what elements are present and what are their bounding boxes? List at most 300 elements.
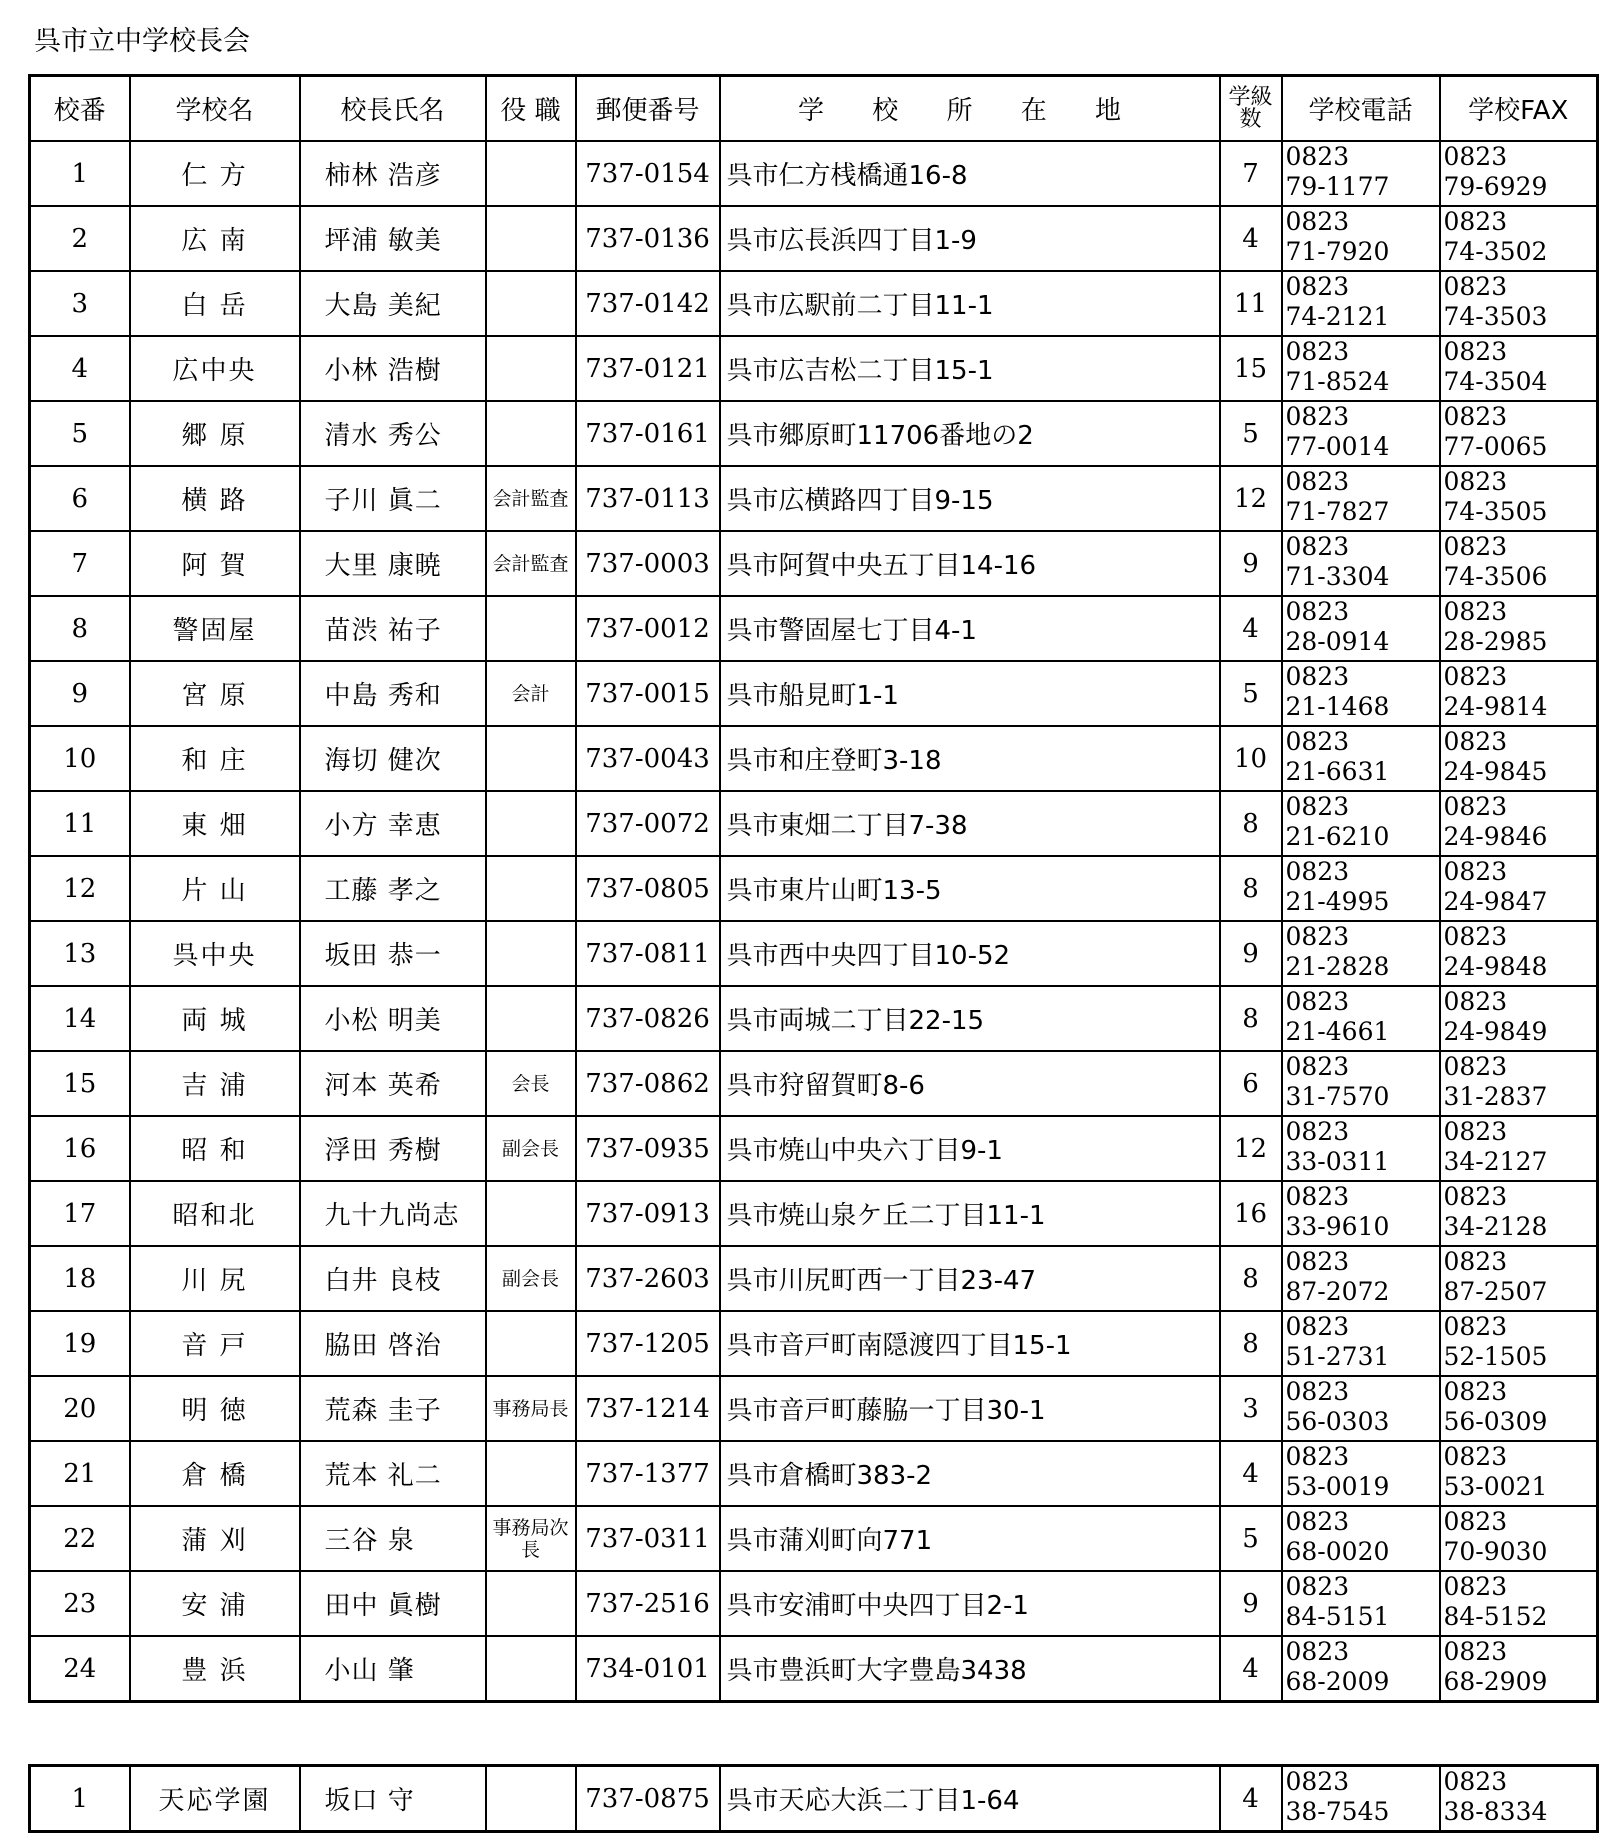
school-fax-area-code: 0823 xyxy=(1443,1637,1508,1666)
school-tel-number: 53-0019 xyxy=(1285,1472,1390,1501)
school-tel-area-code: 0823 xyxy=(1285,727,1350,756)
role xyxy=(486,791,576,856)
school-fax-number: 74-3506 xyxy=(1443,562,1548,591)
class-count: 9 xyxy=(1220,1571,1282,1636)
postal-code: 737-0805 xyxy=(576,856,720,921)
school-number: 2 xyxy=(30,206,130,271)
school-fax-number: 70-9030 xyxy=(1443,1537,1548,1566)
postal-code: 737-1377 xyxy=(576,1441,720,1506)
school-fax-area-code: 0823 xyxy=(1443,597,1508,626)
header-fax: 学校FAX xyxy=(1440,76,1598,142)
school-tel xyxy=(1282,596,1440,661)
school-number: 12 xyxy=(30,856,130,921)
principal-name: 浮田 秀樹 xyxy=(300,1116,486,1181)
postal-code: 734-0101 xyxy=(576,1636,720,1702)
school-fax-area-code: 0823 xyxy=(1443,727,1508,756)
school-number: 16 xyxy=(30,1116,130,1181)
school-tel-area-code: 0823 xyxy=(1285,1572,1350,1601)
school-number: 1 xyxy=(30,141,130,206)
school-fax-area-code: 0823 xyxy=(1443,142,1508,171)
table-header-row xyxy=(30,76,1598,142)
role xyxy=(486,1571,576,1636)
address: 呉市焼山中央六丁目9-1 xyxy=(720,1116,1220,1181)
school-fax xyxy=(1440,271,1598,336)
school-fax-area-code: 0823 xyxy=(1443,1767,1508,1796)
school-fax-area-code: 0823 xyxy=(1443,662,1508,691)
school-name: 明 徳 xyxy=(130,1376,300,1441)
school-fax-area-code: 0823 xyxy=(1443,1507,1508,1536)
postal-code: 737-0136 xyxy=(576,206,720,271)
school-tel-area-code: 0823 xyxy=(1285,1247,1350,1276)
school-name: 両 城 xyxy=(130,986,300,1051)
principal-name: 河本 英希 xyxy=(300,1051,486,1116)
class-count: 4 xyxy=(1220,1441,1282,1506)
role xyxy=(486,1181,576,1246)
school-tel-number: 38-7545 xyxy=(1285,1797,1390,1826)
school-tel xyxy=(1282,1571,1440,1636)
class-count: 10 xyxy=(1220,726,1282,791)
school-fax-area-code: 0823 xyxy=(1443,1247,1508,1276)
role xyxy=(486,726,576,791)
school-fax-area-code: 0823 xyxy=(1443,272,1508,301)
school-fax-area-code: 0823 xyxy=(1443,987,1508,1016)
school-name: 警固屋 xyxy=(130,596,300,661)
principal-name: 荒本 礼二 xyxy=(300,1441,486,1506)
school-tel xyxy=(1282,1181,1440,1246)
address: 呉市郷原町11706番地の2 xyxy=(720,401,1220,466)
table-row xyxy=(30,1441,1598,1506)
principal-name: 田中 眞樹 xyxy=(300,1571,486,1636)
table-row xyxy=(30,271,1598,336)
postal-code: 737-0015 xyxy=(576,661,720,726)
school-name: 川 尻 xyxy=(130,1246,300,1311)
school-tel-number: 33-0311 xyxy=(1285,1147,1390,1176)
class-count: 16 xyxy=(1220,1181,1282,1246)
school-tel-number: 87-2072 xyxy=(1285,1277,1390,1306)
school-fax-number: 79-6929 xyxy=(1443,172,1548,201)
postal-code: 737-0142 xyxy=(576,271,720,336)
school-name: 豊 浜 xyxy=(130,1636,300,1702)
school-name: 呉中央 xyxy=(130,921,300,986)
principal-name: 坂口 守 xyxy=(300,1766,486,1832)
address: 呉市東片山町13-5 xyxy=(720,856,1220,921)
postal-code: 737-0862 xyxy=(576,1051,720,1116)
class-count: 11 xyxy=(1220,271,1282,336)
school-tel-area-code: 0823 xyxy=(1285,272,1350,301)
role: 会計監査 xyxy=(486,531,576,596)
role xyxy=(486,1636,576,1702)
address: 呉市豊浜町大字豊島3438 xyxy=(720,1636,1220,1702)
postal-code: 737-0072 xyxy=(576,791,720,856)
school-tel-number: 74-2121 xyxy=(1285,302,1390,331)
school-name: 蒲 刈 xyxy=(130,1506,300,1571)
school-tel-area-code: 0823 xyxy=(1285,337,1350,366)
table-row xyxy=(30,661,1598,726)
school-tel xyxy=(1282,986,1440,1051)
school-fax-area-code: 0823 xyxy=(1443,532,1508,561)
role xyxy=(486,1766,576,1832)
principal-name: 三谷 泉 xyxy=(300,1506,486,1571)
principal-name: 白井 良枝 xyxy=(300,1246,486,1311)
address: 呉市川尻町西一丁目23-47 xyxy=(720,1246,1220,1311)
postal-code: 737-1214 xyxy=(576,1376,720,1441)
class-count: 6 xyxy=(1220,1051,1282,1116)
address: 呉市阿賀中央五丁目14-16 xyxy=(720,531,1220,596)
school-fax-number: 68-2909 xyxy=(1443,1667,1548,1696)
school-fax-number: 24-9814 xyxy=(1443,692,1548,721)
school-tel xyxy=(1282,1311,1440,1376)
school-number: 8 xyxy=(30,596,130,661)
school-tel-number: 21-4661 xyxy=(1285,1017,1390,1046)
table-row xyxy=(30,986,1598,1051)
school-fax-number: 53-0021 xyxy=(1443,1472,1548,1501)
school-fax-number: 28-2985 xyxy=(1443,627,1548,656)
school-number: 5 xyxy=(30,401,130,466)
school-number: 13 xyxy=(30,921,130,986)
school-number: 15 xyxy=(30,1051,130,1116)
class-count: 8 xyxy=(1220,791,1282,856)
header-role: 役 職 xyxy=(486,76,576,142)
school-tel-number: 33-9610 xyxy=(1285,1212,1390,1241)
school-tel-area-code: 0823 xyxy=(1285,532,1350,561)
school-number: 7 xyxy=(30,531,130,596)
address: 呉市焼山泉ケ丘二丁目11-1 xyxy=(720,1181,1220,1246)
class-count: 3 xyxy=(1220,1376,1282,1441)
address: 呉市狩留賀町8-6 xyxy=(720,1051,1220,1116)
school-tel xyxy=(1282,531,1440,596)
school-name: 白 岳 xyxy=(130,271,300,336)
address: 呉市蒲刈町向771 xyxy=(720,1506,1220,1571)
header-school: 学校名 xyxy=(130,76,300,142)
school-name: 横 路 xyxy=(130,466,300,531)
school-name: 宮 原 xyxy=(130,661,300,726)
school-number: 11 xyxy=(30,791,130,856)
postal-code: 737-2603 xyxy=(576,1246,720,1311)
postal-code: 737-0012 xyxy=(576,596,720,661)
school-fax-number: 24-9846 xyxy=(1443,822,1548,851)
school-tel-area-code: 0823 xyxy=(1285,1182,1350,1211)
school-fax-area-code: 0823 xyxy=(1443,792,1508,821)
header-postal: 郵便番号 xyxy=(576,76,720,142)
school-number: 22 xyxy=(30,1506,130,1571)
school-fax xyxy=(1440,1116,1598,1181)
school-tel-area-code: 0823 xyxy=(1285,1052,1350,1081)
school-tel-area-code: 0823 xyxy=(1285,467,1350,496)
principal-name: 小林 浩樹 xyxy=(300,336,486,401)
class-count: 8 xyxy=(1220,1311,1282,1376)
school-tel-area-code: 0823 xyxy=(1285,922,1350,951)
table-row xyxy=(30,856,1598,921)
school-tel xyxy=(1282,141,1440,206)
principal-name: 九十九尚志 xyxy=(300,1181,486,1246)
postal-code: 737-1205 xyxy=(576,1311,720,1376)
table-row xyxy=(30,791,1598,856)
role xyxy=(486,1441,576,1506)
school-fax-number: 84-5152 xyxy=(1443,1602,1548,1631)
role: 会計監査 xyxy=(486,466,576,531)
postal-code: 737-0935 xyxy=(576,1116,720,1181)
school-tel-area-code: 0823 xyxy=(1285,662,1350,691)
role xyxy=(486,921,576,986)
school-number: 17 xyxy=(30,1181,130,1246)
principal-name: 清水 秀公 xyxy=(300,401,486,466)
school-fax-area-code: 0823 xyxy=(1443,1052,1508,1081)
table-row xyxy=(30,1311,1598,1376)
class-count: 12 xyxy=(1220,1116,1282,1181)
school-name: 広中央 xyxy=(130,336,300,401)
school-fax-number: 31-2837 xyxy=(1443,1082,1548,1111)
school-name: 昭和北 xyxy=(130,1181,300,1246)
role xyxy=(486,141,576,206)
school-fax xyxy=(1440,1766,1598,1832)
school-number: 14 xyxy=(30,986,130,1051)
principal-name: 坂田 恭一 xyxy=(300,921,486,986)
school-fax xyxy=(1440,1311,1598,1376)
table-row xyxy=(30,1376,1598,1441)
table-row xyxy=(30,336,1598,401)
role: 事務局次長 xyxy=(486,1506,576,1571)
school-tel xyxy=(1282,1766,1440,1832)
principal-name: 脇田 啓治 xyxy=(300,1311,486,1376)
address: 呉市西中央四丁目10-52 xyxy=(720,921,1220,986)
school-fax-area-code: 0823 xyxy=(1443,402,1508,431)
address: 呉市音戸町南隠渡四丁目15-1 xyxy=(720,1311,1220,1376)
role: 会長 xyxy=(486,1051,576,1116)
school-tel xyxy=(1282,1441,1440,1506)
school-tel-number: 56-0303 xyxy=(1285,1407,1390,1436)
school-fax-area-code: 0823 xyxy=(1443,1182,1508,1211)
table-row xyxy=(30,1506,1598,1571)
school-fax-area-code: 0823 xyxy=(1443,207,1508,236)
school-name: 東 畑 xyxy=(130,791,300,856)
school-tel-area-code: 0823 xyxy=(1285,1117,1350,1146)
principal-name: 小松 明美 xyxy=(300,986,486,1051)
school-fax xyxy=(1440,986,1598,1051)
school-tel-number: 68-0020 xyxy=(1285,1537,1390,1566)
school-tel-area-code: 0823 xyxy=(1285,792,1350,821)
school-tel xyxy=(1282,336,1440,401)
school-number: 4 xyxy=(30,336,130,401)
school-number: 6 xyxy=(30,466,130,531)
address: 呉市和庄登町3-18 xyxy=(720,726,1220,791)
address: 呉市音戸町藤脇一丁目30-1 xyxy=(720,1376,1220,1441)
address: 呉市天応大浜二丁目1-64 xyxy=(720,1766,1220,1832)
principal-name: 小山 肇 xyxy=(300,1636,486,1702)
postal-code: 737-0811 xyxy=(576,921,720,986)
page-title: 呉市立中学校長会 xyxy=(34,26,250,57)
postal-code: 737-2516 xyxy=(576,1571,720,1636)
address: 呉市警固屋七丁目4-1 xyxy=(720,596,1220,661)
school-number: 19 xyxy=(30,1311,130,1376)
school-fax xyxy=(1440,661,1598,726)
principal-name: 大島 美紀 xyxy=(300,271,486,336)
school-tel-area-code: 0823 xyxy=(1285,1637,1350,1666)
school-fax-area-code: 0823 xyxy=(1443,1377,1508,1406)
school-fax-area-code: 0823 xyxy=(1443,922,1508,951)
school-tel-area-code: 0823 xyxy=(1285,1312,1350,1341)
school-fax-number: 24-9847 xyxy=(1443,887,1548,916)
school-fax xyxy=(1440,1181,1598,1246)
school-fax xyxy=(1440,1571,1598,1636)
school-tel xyxy=(1282,1636,1440,1702)
school-tel xyxy=(1282,206,1440,271)
class-count: 8 xyxy=(1220,986,1282,1051)
postal-code: 737-0311 xyxy=(576,1506,720,1571)
school-fax-number: 24-9845 xyxy=(1443,757,1548,786)
principal-name: 中島 秀和 xyxy=(300,661,486,726)
school-number: 18 xyxy=(30,1246,130,1311)
table-row xyxy=(30,1766,1598,1832)
school-tel-number: 77-0014 xyxy=(1285,432,1390,461)
school-tel xyxy=(1282,856,1440,921)
table-row xyxy=(30,141,1598,206)
school-tel-number: 28-0914 xyxy=(1285,627,1390,656)
table-row xyxy=(30,531,1598,596)
school-fax-number: 74-3502 xyxy=(1443,237,1548,266)
class-count: 9 xyxy=(1220,921,1282,986)
address: 呉市倉橋町383-2 xyxy=(720,1441,1220,1506)
postal-code: 737-0875 xyxy=(576,1766,720,1832)
school-tel-number: 68-2009 xyxy=(1285,1667,1390,1696)
school-tel xyxy=(1282,791,1440,856)
role xyxy=(486,1311,576,1376)
school-fax xyxy=(1440,1246,1598,1311)
school-name: 昭 和 xyxy=(130,1116,300,1181)
postal-code: 737-0161 xyxy=(576,401,720,466)
school-name: 広 南 xyxy=(130,206,300,271)
role xyxy=(486,596,576,661)
school-name: 安 浦 xyxy=(130,1571,300,1636)
principal-name: 工藤 孝之 xyxy=(300,856,486,921)
school-tel-number: 21-6631 xyxy=(1285,757,1390,786)
principal-name: 坪浦 敏美 xyxy=(300,206,486,271)
table-row xyxy=(30,596,1598,661)
table-row xyxy=(30,1116,1598,1181)
school-tel-area-code: 0823 xyxy=(1285,142,1350,171)
role: 副会長 xyxy=(486,1116,576,1181)
school-name: 吉 浦 xyxy=(130,1051,300,1116)
school-number: 21 xyxy=(30,1441,130,1506)
table-row xyxy=(30,1571,1598,1636)
school-name: 片 山 xyxy=(130,856,300,921)
address: 呉市船見町1-1 xyxy=(720,661,1220,726)
class-count: 12 xyxy=(1220,466,1282,531)
school-fax-area-code: 0823 xyxy=(1443,857,1508,886)
school-number: 24 xyxy=(30,1636,130,1702)
role xyxy=(486,856,576,921)
school-tel-area-code: 0823 xyxy=(1285,1767,1350,1796)
school-fax-area-code: 0823 xyxy=(1443,1572,1508,1601)
school-name: 天応学園 xyxy=(130,1766,300,1832)
address: 呉市広駅前二丁目11-1 xyxy=(720,271,1220,336)
role xyxy=(486,206,576,271)
principals-table xyxy=(28,74,1599,1703)
school-number: 23 xyxy=(30,1571,130,1636)
class-count: 9 xyxy=(1220,531,1282,596)
school-name: 阿 賀 xyxy=(130,531,300,596)
school-fax xyxy=(1440,791,1598,856)
class-count: 7 xyxy=(1220,141,1282,206)
school-name: 音 戸 xyxy=(130,1311,300,1376)
school-tel xyxy=(1282,1116,1440,1181)
class-count: 4 xyxy=(1220,1766,1282,1832)
school-tel-area-code: 0823 xyxy=(1285,402,1350,431)
school-tel-number: 21-4995 xyxy=(1285,887,1390,916)
school-tel-number: 79-1177 xyxy=(1285,172,1390,201)
school-tel-area-code: 0823 xyxy=(1285,1377,1350,1406)
school-tel xyxy=(1282,466,1440,531)
role: 事務局長 xyxy=(486,1376,576,1441)
class-count: 5 xyxy=(1220,401,1282,466)
school-fax-area-code: 0823 xyxy=(1443,1117,1508,1146)
school-tel xyxy=(1282,661,1440,726)
school-fax-number: 74-3504 xyxy=(1443,367,1548,396)
school-fax-number: 24-9849 xyxy=(1443,1017,1548,1046)
role: 副会長 xyxy=(486,1246,576,1311)
school-tel-number: 51-2731 xyxy=(1285,1342,1390,1371)
school-fax-area-code: 0823 xyxy=(1443,1442,1508,1471)
table-row xyxy=(30,1051,1598,1116)
class-count: 4 xyxy=(1220,206,1282,271)
school-tel xyxy=(1282,726,1440,791)
table-row xyxy=(30,206,1598,271)
address: 呉市東畑二丁目7-38 xyxy=(720,791,1220,856)
school-fax xyxy=(1440,1441,1598,1506)
school-tel-area-code: 0823 xyxy=(1285,597,1350,626)
school-fax-number: 24-9848 xyxy=(1443,952,1548,981)
postal-code: 737-0826 xyxy=(576,986,720,1051)
class-count: 8 xyxy=(1220,856,1282,921)
school-name: 仁 方 xyxy=(130,141,300,206)
address: 呉市安浦町中央四丁目2-1 xyxy=(720,1571,1220,1636)
class-count: 4 xyxy=(1220,1636,1282,1702)
address: 呉市仁方桟橋通16-8 xyxy=(720,141,1220,206)
postal-code: 737-0154 xyxy=(576,141,720,206)
table-row xyxy=(30,401,1598,466)
school-tel xyxy=(1282,921,1440,986)
school-tel-number: 31-7570 xyxy=(1285,1082,1390,1111)
school-tel-number: 71-7827 xyxy=(1285,497,1390,526)
school-name: 郷 原 xyxy=(130,401,300,466)
school-tel xyxy=(1282,401,1440,466)
school-fax-number: 74-3503 xyxy=(1443,302,1548,331)
school-tel-area-code: 0823 xyxy=(1285,1442,1350,1471)
school-fax xyxy=(1440,856,1598,921)
postal-code: 737-0113 xyxy=(576,466,720,531)
header-tel: 学校電話 xyxy=(1282,76,1440,142)
school-fax xyxy=(1440,401,1598,466)
school-number: 10 xyxy=(30,726,130,791)
school-fax xyxy=(1440,531,1598,596)
role xyxy=(486,401,576,466)
role xyxy=(486,986,576,1051)
school-name: 倉 橋 xyxy=(130,1441,300,1506)
school-tel-area-code: 0823 xyxy=(1285,207,1350,236)
school-fax xyxy=(1440,141,1598,206)
school-number: 20 xyxy=(30,1376,130,1441)
school-tel xyxy=(1282,1506,1440,1571)
postal-code: 737-0003 xyxy=(576,531,720,596)
school-fax xyxy=(1440,336,1598,401)
table-row xyxy=(30,466,1598,531)
table-row xyxy=(30,726,1598,791)
class-count: 15 xyxy=(1220,336,1282,401)
address: 呉市両城二丁目22-15 xyxy=(720,986,1220,1051)
postal-code: 737-0121 xyxy=(576,336,720,401)
school-fax xyxy=(1440,1636,1598,1702)
header-classes: 学級数 xyxy=(1220,76,1282,142)
school-number: 3 xyxy=(30,271,130,336)
